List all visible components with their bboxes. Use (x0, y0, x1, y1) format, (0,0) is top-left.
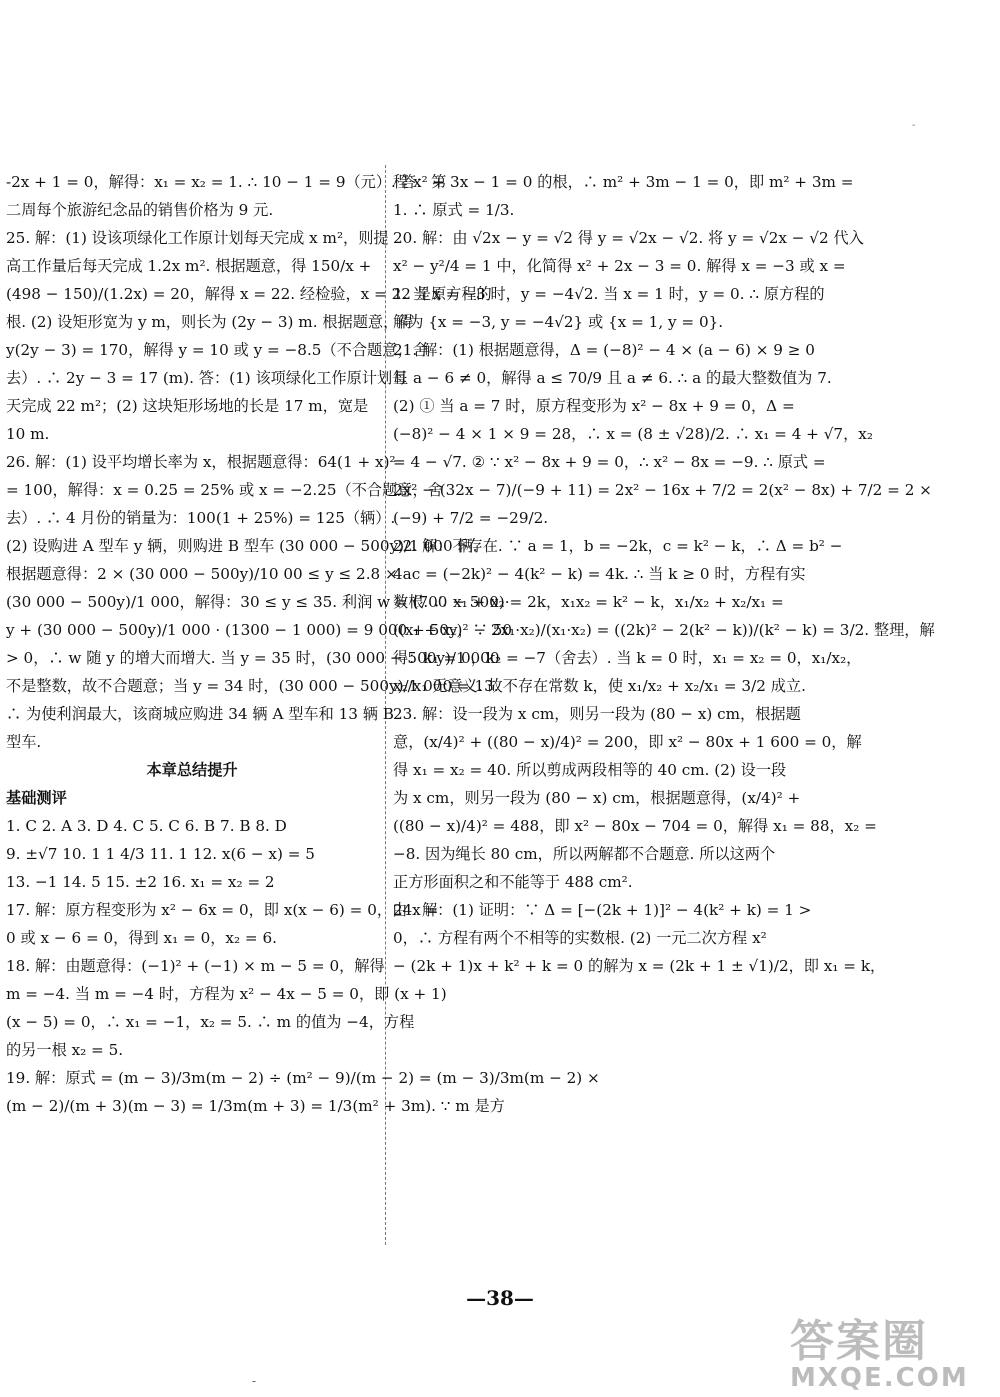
text-line: x² − y²/4 = 1 中，化简得 x² + 2x − 3 = 0. 解得 x = −3 或 x = (393, 257, 846, 275)
text-line: 25. 解：(1) 设该项绿化工作原计划每天完成 x m²，则提 (6, 229, 389, 247)
text-line: y(2y − 3) = 170，解得 y = 10 或 y = −8.5（不合题意，舍 (6, 341, 428, 359)
text-line: 高工作量后每天完成 1.2x m². 根据题意，得 150/x + (6, 257, 372, 275)
text-line: 不是整数，故不合题意；当 y = 34 时，(30 000 − 500y)/1 000 = 13. (6, 677, 499, 695)
text-line: 天完成 22 m²；(2) 这块矩形场地的长是 17 m，宽是 (6, 397, 369, 415)
text-line: 意，(x/4)² + ((80 − x)/4)² = 200，即 x² − 80x + 1 600 = 0，解 (393, 733, 862, 751)
text-line: (x − 5) = 0，∴ x₁ = −1，x₂ = 5. ∴ m 的值为 −4，方程 (6, 1013, 415, 1031)
bottom-mark: - (252, 1374, 257, 1388)
watermark-text: 答案圈 (790, 1316, 928, 1367)
text-line: 20. 解：由 √2x − y = √2 得 y = √2x − √2. 将 y = √2x − √2 代入 (393, 229, 864, 247)
text-line: -2x + 1 = 0，解得：x₁ = x₂ = 1. ∴ 10 − 1 = 9（元）. 答：第 (6, 173, 447, 191)
page-number: —38— (466, 1286, 534, 1310)
text-line: 去）. ∴ 4 月份的销量为：100(1 + 25%) = 125（辆）. (6, 509, 396, 527)
text-line: 型车. (6, 733, 42, 751)
corner-mark: - (912, 120, 916, 131)
text-line: 解为 {x = −3, y = −4√2} 或 {x = 1, y = 0}. (393, 313, 724, 331)
text-line: 程 x² + 3x − 1 = 0 的根，∴ m² + 3m − 1 = 0，即 m² + 3m = (393, 173, 854, 191)
text-line: (m − 2)/(m + 3)(m − 3) = 1/3m(m + 3) = 1/3(m² + 3m). ∵ m 是方 (6, 1097, 505, 1115)
text-line: 19. 解：原式 = (m − 3)/3m(m − 2) ÷ (m² − 9)/(m − 2) = (m − 3)/3m(m − 2) × (6, 1069, 600, 1087)
text-line: 1. 当 x = −3 时，y = −4√2. 当 x = 1 时，y = 0. ∴ 原方程的 (393, 285, 825, 303)
text-line: 17. 解：原方程变形为 x² − 6x = 0，即 x(x − 6) = 0，由 x = (6, 901, 439, 919)
text-line: (−9) + 7/2 = −29/2. (393, 509, 549, 527)
text-line: ((x₁ + x₂)² − 2x₁·x₂)/(x₁·x₂) = ((2k)² − 2(k² − k))/(k² − k) = 3/2. 整理，解 (393, 621, 935, 639)
watermark-domain: MXQE.COM (790, 1363, 969, 1393)
text-line: 18. 解：由题意得：(−1)² + (−1) × m − 5 = 0，解得 (6, 957, 385, 975)
text-line: 13. −1 14. 5 15. ±2 16. x₁ = x₂ = 2 (6, 873, 275, 891)
text-line: (498 − 150)/(1.2x) = 20，解得 x = 22. 经检验，x = 22 是原方程的 (6, 285, 492, 303)
text-line: 根据题意得：2 × (30 000 − 500y)/10 00 ≤ y ≤ 2.8 × (6, 565, 398, 583)
text-line: 正方形面积之和不能等于 488 cm². (393, 873, 633, 891)
text-line: ∴ 为使利润最大，该商城应购进 34 辆 A 型车和 13 辆 B (6, 705, 394, 723)
text-line: 且 a − 6 ≠ 0，解得 a ≤ 70/9 且 a ≠ 6. ∴ a 的最大整数值为 7. (393, 369, 832, 387)
text-line: 基础测评 (6, 789, 67, 807)
text-line: −8. 因为绳长 80 cm，所以两解都不合题意. 所以这两个 (393, 845, 776, 863)
text-line: = 4 − √7. ② ∵ x² − 8x + 9 = 0，∴ x² − 8x = −9. ∴ 原式 = (393, 453, 826, 471)
text-line: = 100，解得：x = 0.25 = 25% 或 x = −2.25（不合题意，舍 (6, 481, 443, 499)
text-line: 10 m. (6, 425, 50, 443)
text-line: 1. ∴ 原式 = 1/3. (393, 201, 515, 219)
text-line: 22. 解：不存在. ∵ a = 1，b = −2k，c = k² − k，∴ Δ = b² − (393, 537, 843, 555)
text-line: (30 000 − 500y)/1 000，解得：30 ≤ y ≤ 35. 利润 w = (700 − 500)· (6, 593, 510, 611)
text-line: 得 x₁ = x₂ = 40. 所以剪成两段相等的 40 cm. (2) 设一段 (393, 761, 787, 779)
text-line: 21. 解：(1) 根据题意得，Δ = (−8)² − 4 × (a − 6) × 9 ≥ 0 (393, 341, 815, 359)
text-line: 得：k₁ = 0，k₂ = −7（舍去）. 当 k = 0 时，x₁ = x₂ = 0，x₁/x₂， (393, 649, 862, 667)
text-line: 为 x cm，则另一段为 (80 − x) cm，根据题意得，(x/4)² + (393, 789, 801, 807)
text-line: y + (30 000 − 500y)/1 000 · (1300 − 1 000) = 9 000 + 50y，∵ 50 (6, 621, 513, 639)
text-line: > 0，∴ w 随 y 的增大而增大. 当 y = 35 时，(30 000 − 500y)/1 000 (6, 649, 500, 667)
text-line: 9. ±√7 10. 1 1 4/3 11. 1 12. x(6 − x) = 5 (6, 845, 315, 863)
text-line: ((80 − x)/4)² = 488，即 x² − 80x − 704 = 0，解得 x₁ = 88，x₂ = (393, 817, 877, 835)
text-line: 24. 解：(1) 证明：∵ Δ = [−(2k + 1)]² − 4(k² + k) = 1 > (393, 901, 812, 919)
right-column (393, 168, 935, 980)
text-line: − (2k + 1)x + k² + k = 0 的解为 x = (2k + 1 ± √1)/2，即 x₁ = k， (393, 957, 886, 975)
text-line: m = −4. 当 m = −4 时，方程为 x² − 4x − 5 = 0，即 (x + 1) (6, 985, 447, 1003)
text-line: 4ac = (−2k)² − 4(k² − k) = 4k. ∴ 当 k ≥ 0 时，方程有实 (393, 565, 806, 583)
text-line: (2) 设购进 A 型车 y 辆，则购进 B 型车 (30 000 − 500y)/1 000 辆. (6, 537, 478, 555)
text-line: (−8)² − 4 × 1 × 9 = 28，∴ x = (8 ± √28)/2. ∴ x₁ = 4 + √7，x₂ (393, 425, 873, 443)
text-line: 去）. ∴ 2y − 3 = 17 (m). 答：(1) 该项绿化工作原计划每 (6, 369, 408, 387)
text-line: 本章总结提升 (146, 761, 238, 779)
text-line: 二周每个旅游纪念品的销售价格为 9 元. (6, 201, 274, 219)
text-line: 2x² − (32x − 7)/(−9 + 11) = 2x² − 16x + 7/2 = 2(x² − 8x) + 7/2 = 2 × (393, 481, 932, 499)
text-line: 26. 解：(1) 设平均增长率为 x，根据题意得：64(1 + x)² (6, 453, 396, 471)
text-line: 的另一根 x₂ = 5. (6, 1041, 124, 1059)
text-line: 0，∴ 方程有两个不相等的实数根. (2) 一元二次方程 x² (393, 929, 767, 947)
text-line: x₂/x₁ 无意义. 故不存在常数 k，使 x₁/x₂ + x₂/x₁ = 3/2 成立. (393, 677, 806, 695)
text-line: (2) ① 当 a = 7 时，原方程变形为 x² − 8x + 9 = 0，Δ = (393, 397, 795, 415)
watermark-logo (790, 1305, 995, 1395)
text-line: 23. 解：设一段为 x cm，则另一段为 (80 − x) cm，根据题 (393, 705, 801, 723)
text-line: 数根. ∴ x₁ + x₂ = 2k，x₁x₂ = k² − k，x₁/x₂ + x₂/x₁ = (393, 593, 784, 611)
text-line: 0 或 x − 6 = 0，得到 x₁ = 0，x₂ = 6. (6, 929, 277, 947)
text-line: 1. C 2. A 3. D 4. C 5. C 6. B 7. B 8. D (6, 817, 287, 835)
text-line: 根. (2) 设矩形宽为 y m，则长为 (2y − 3) m. 根据题意，得 (6, 313, 414, 331)
